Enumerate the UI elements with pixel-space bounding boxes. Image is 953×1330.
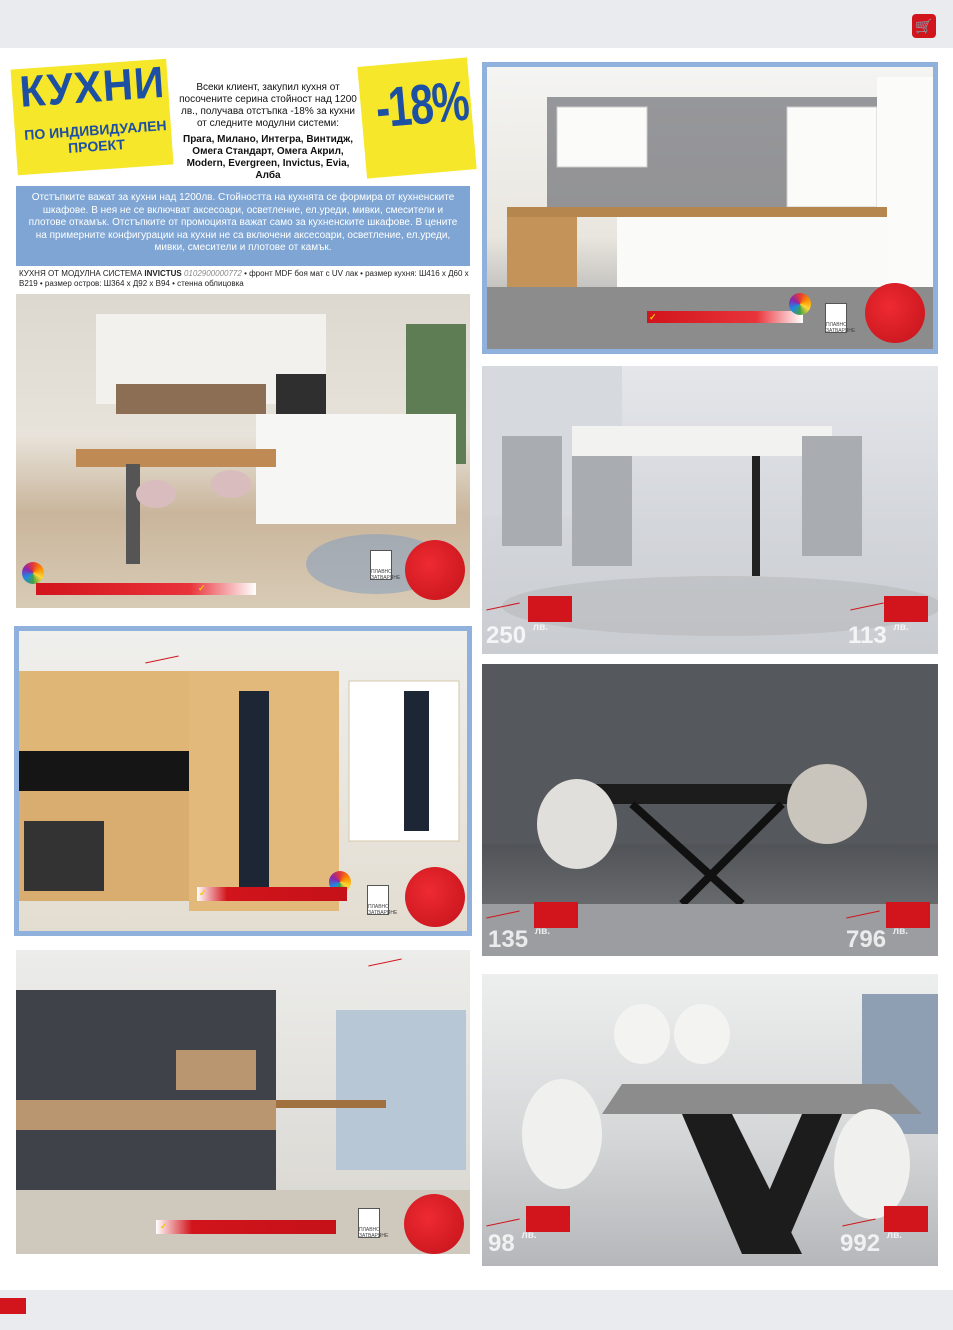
feature-check-icon: ✓ [649,312,657,322]
bottom-bar [0,1290,953,1330]
price-bar [647,311,803,323]
soft-close-icon: ПЛАВНО ЗАТВАРЯНЕ [358,1208,380,1238]
price-circle [405,540,465,600]
price-value: 250 $^{лв.}$ [486,622,548,649]
price-tag [884,596,928,622]
feature-check-icon: ✓ [198,583,206,593]
dining-image-1[interactable] [482,366,938,654]
price-value: 113 $^{лв.}$ [848,622,909,649]
page-indicator[interactable] [0,1298,26,1314]
price-bar [156,1220,336,1234]
price-circle [405,867,465,927]
soft-close-icon: ПЛАВНО ЗАТВАРЯНЕ [367,885,389,915]
feature-check-icon: ✓ [160,1221,168,1231]
kitchen-image-white[interactable] [482,62,938,354]
price-circle [865,283,925,343]
cart-icon[interactable]: 🛒 [912,14,936,38]
color-options-icon [22,562,44,584]
kitchen-image-wood[interactable] [14,626,472,936]
discount-badge: -18% [373,68,471,140]
kitchen-illustration [16,294,470,608]
price-tag [886,902,930,928]
price-value: 98 $^{лв.}$ [488,1230,537,1257]
top-bar [0,0,953,48]
price-tag [528,596,572,622]
price-tag [884,1206,928,1232]
page-subtitle: ПО ИНДИВИДУАЛЕН ПРОЕКТ [23,117,168,156]
kitchen-illustration [16,950,470,1254]
price-value: 796 $^{лв.}$ [846,926,908,953]
page-title: КУХНИ [18,57,167,117]
price-bar [36,583,256,595]
invictus-caption: КУХНЯ ОТ МОДУЛНА СИСТЕМА INVICTUS 0102900000772 • фронт MDF боя мат с UV лак • размер кухня: Ш416 х Д60 х В219 • размер остров: Ш364 х Д92 х В94 • стенна облицовка [19,269,469,288]
feature-check-icon: ✓ [199,888,207,898]
dining-image-3[interactable] [482,974,938,1266]
price-circle [404,1194,464,1254]
price-value: 135 $^{лв.}$ [488,926,550,953]
color-options-icon [789,293,811,315]
promo-intro-text: Всеки клиент, закупил кухня от посочените серина стойност над 1200 лв., получава отстъпка -18% за кухни от следните модулни системи: [179,82,357,129]
promo-terms-note: Отстъпките важат за кухни над 1200лв. Стойността на кухнята се формира от кухненските шкафове. В нея не се включват аксесоари, осветление, ел.уреди, мивки, смесители и плотове откамък. Отстъпките от промоцията важат само за кухненските шкафове. В цените на примерните конфигурации на кухни не са включени аксесоари, осветление, ел.уреди, мивки, смесители и плотове от камък. [16,186,470,266]
price-tag [526,1206,570,1232]
promo-systems-list: Прага, Милано, Интегра, Винтидж, Омега Стандарт, Омега Акрил, Modern, Evergreen, Invictus, Evia, Алба [183,134,353,181]
kitchen-illustration [19,631,467,931]
kitchen-image-invictus[interactable] [16,294,470,608]
soft-close-icon: ПЛАВНО ЗАТВАРЯНЕ [370,550,392,580]
price-bar [197,887,347,901]
soft-close-icon: ПЛАВНО ЗАТВАРЯНЕ [825,303,847,333]
kitchen-image-dark[interactable] [16,950,470,1254]
price-tag [534,902,578,928]
price-value: 992 $^{лв.}$ [840,1230,902,1257]
dining-image-2[interactable] [482,664,938,956]
